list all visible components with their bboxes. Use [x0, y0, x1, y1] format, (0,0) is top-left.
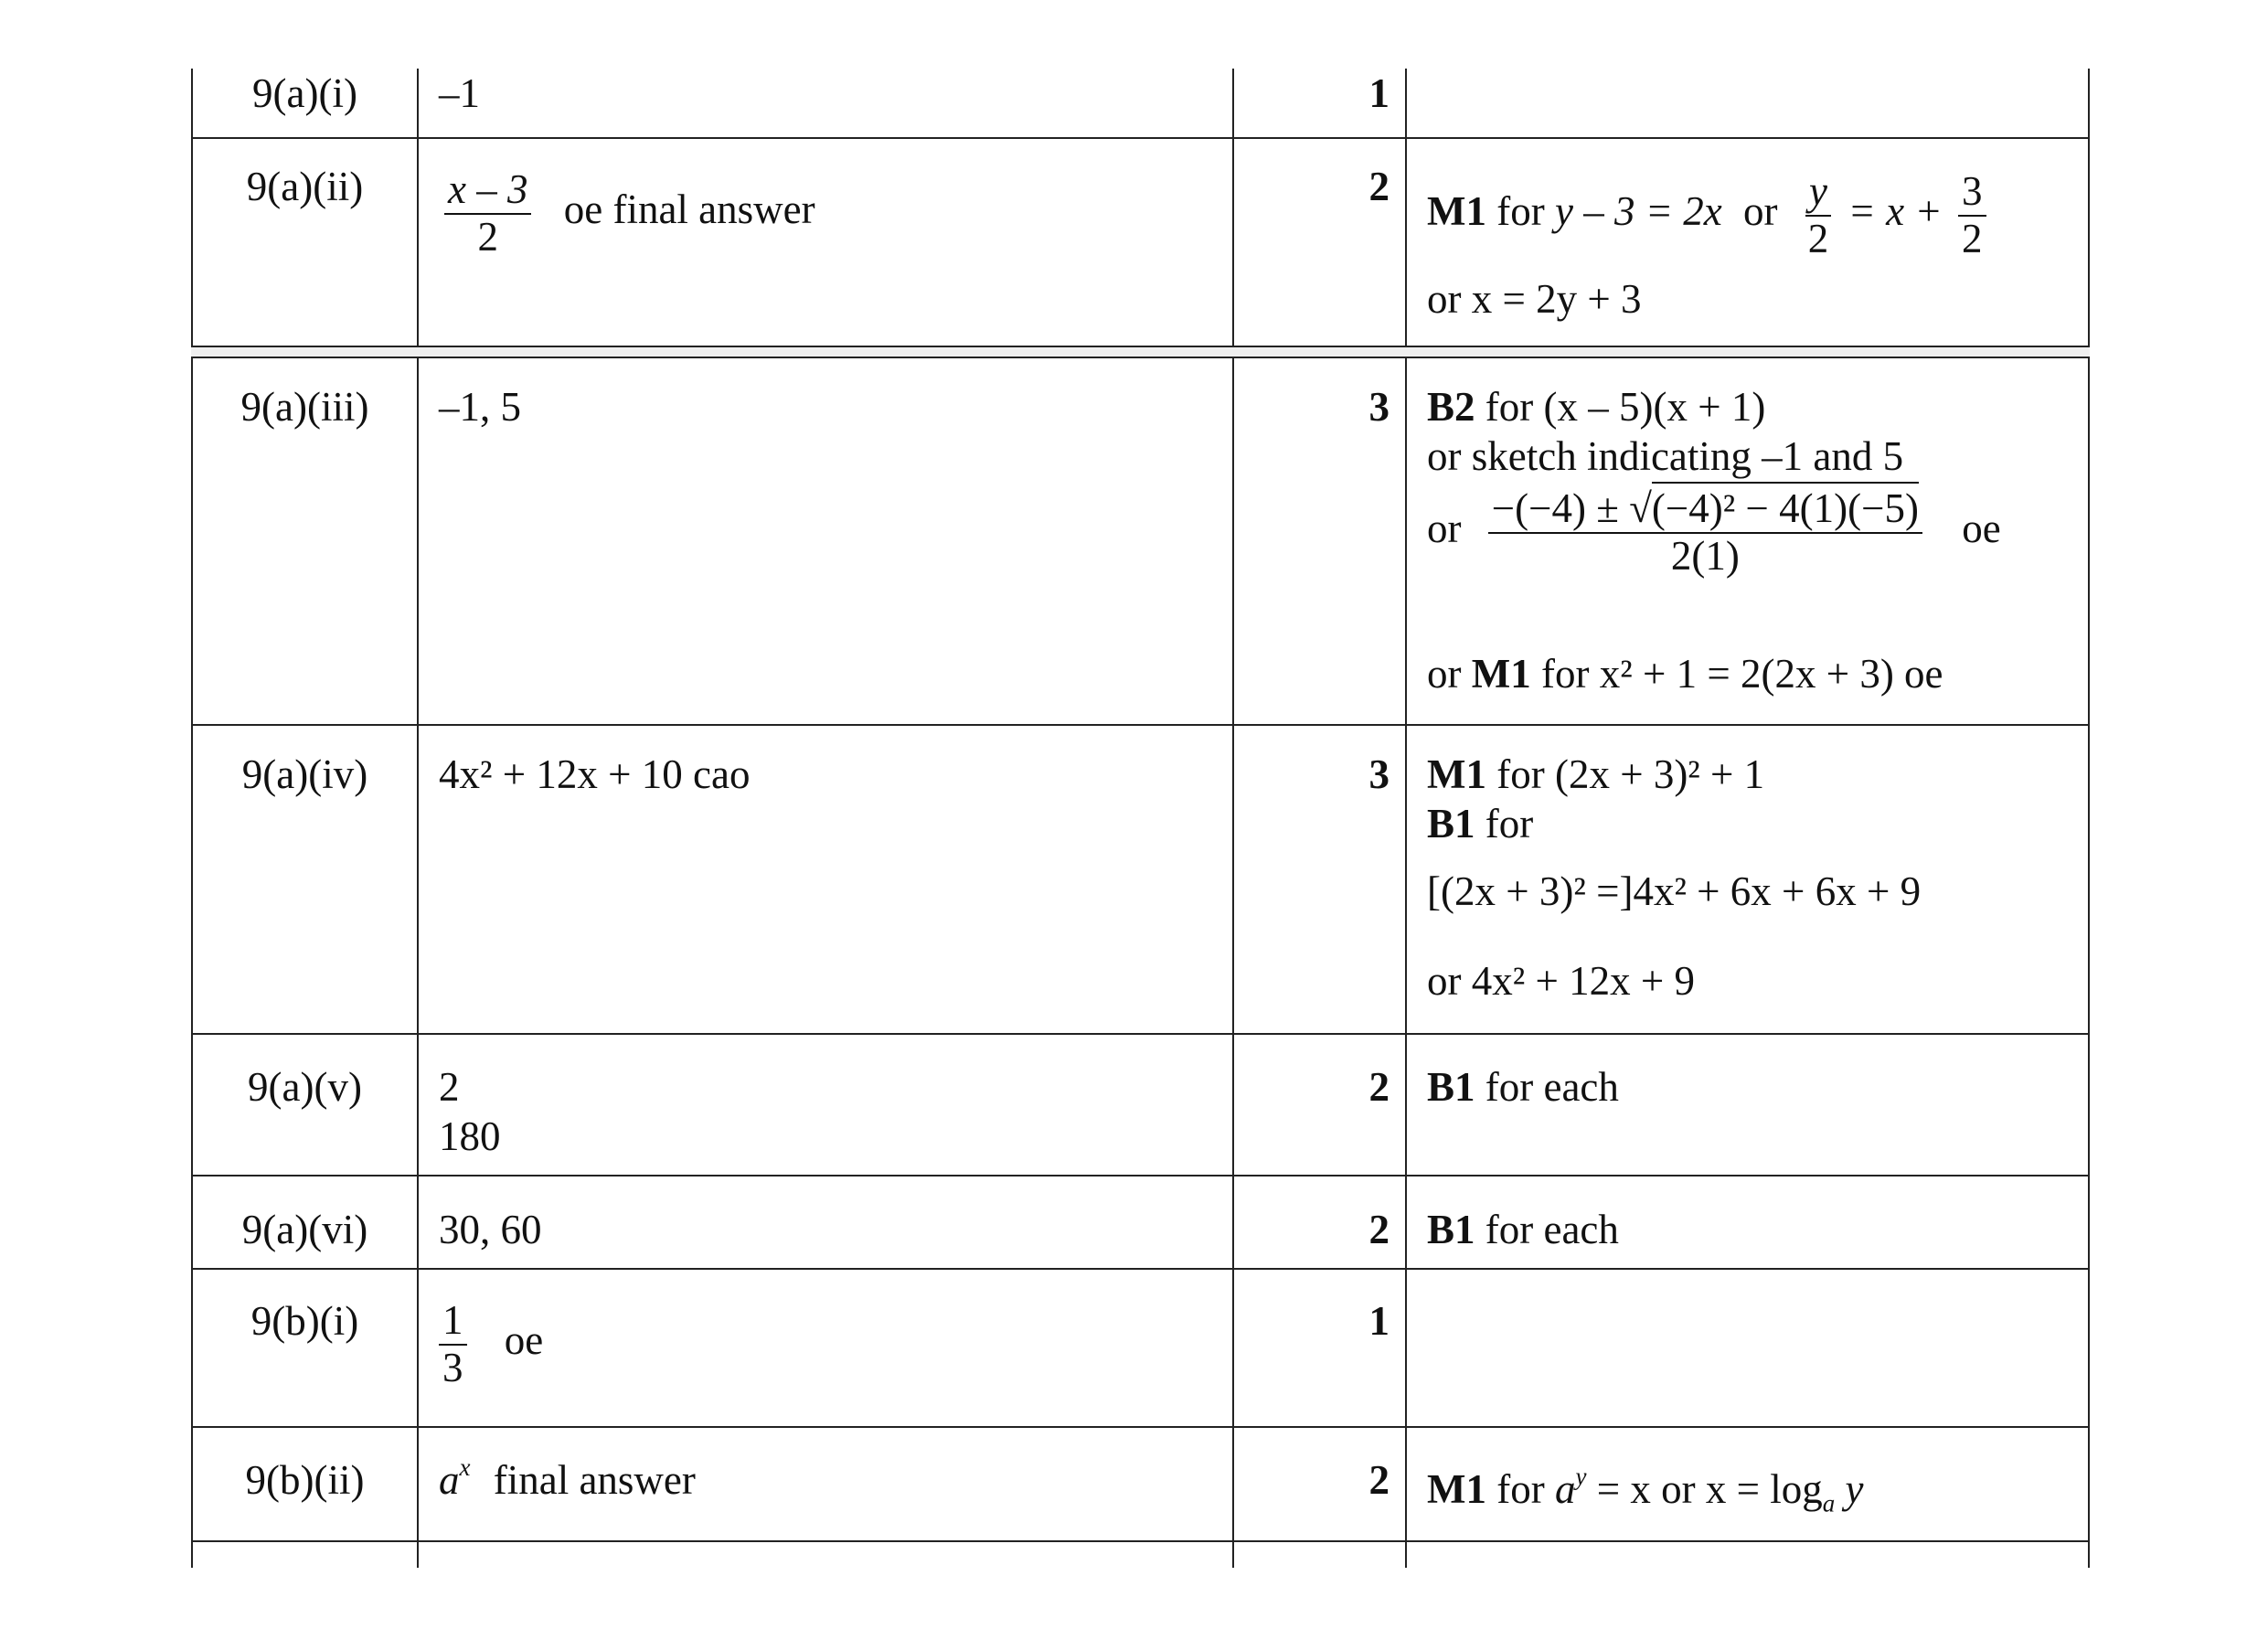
guidance-exponent: y — [1575, 1462, 1587, 1490]
answer-text: 30, 60 — [439, 1207, 542, 1252]
guidance-text: or — [1743, 187, 1778, 234]
table-border-right — [2088, 69, 2090, 1568]
answer-text: 2 — [439, 1064, 460, 1110]
guidance-line — [1427, 382, 1765, 431]
guidance-line: or x = 2y + 3 — [1427, 276, 1642, 322]
row-divider — [191, 724, 2090, 726]
answer-suffix: final answer — [493, 1457, 696, 1503]
guidance-line — [1427, 1462, 1864, 1517]
answer-text: 180 — [439, 1113, 501, 1159]
mark-code: B1 — [1427, 1064, 1475, 1110]
guidance-text: for (2x + 3)² + 1 — [1496, 751, 1765, 797]
question-part: 9(a)(vi) — [241, 1207, 368, 1252]
guidance-text: for each — [1485, 1207, 1619, 1252]
guidance-line — [1427, 1205, 1619, 1254]
answer-fraction-cell — [439, 167, 815, 260]
question-part: 9(a)(iv) — [241, 751, 368, 797]
page-break-band — [191, 346, 2090, 358]
mark-code: M1 — [1427, 751, 1486, 797]
mark-code: B1 — [1427, 1207, 1475, 1252]
mark-code: B2 — [1427, 384, 1475, 430]
guidance-text: for — [1496, 1466, 1545, 1512]
mark-value: 2 — [1368, 1064, 1390, 1110]
answer-fraction — [439, 1298, 467, 1390]
guidance-line — [1427, 169, 1992, 261]
fraction-numerator: 1 — [439, 1298, 467, 1346]
guidance-equation: = x + — [1847, 187, 1943, 234]
question-part: 9(b)(ii) — [245, 1457, 365, 1503]
answer-suffix: oe — [504, 1316, 544, 1363]
row-divider — [191, 1268, 2090, 1270]
sqrt-sign-icon: √ — [1629, 485, 1652, 531]
guidance-text: for — [1496, 187, 1545, 234]
mark-code: M1 — [1471, 651, 1531, 697]
mark-value: 1 — [1368, 70, 1390, 116]
answer-text — [439, 1455, 696, 1505]
guidance-text: for x² + 1 = 2(2x + 3) oe — [1540, 651, 1943, 697]
guidance-line — [1427, 750, 1764, 799]
mark-value: 3 — [1368, 384, 1390, 430]
log-argument: y — [1845, 1466, 1864, 1512]
guidance-text: for each — [1485, 1064, 1619, 1110]
guidance-text: for — [1485, 801, 1534, 846]
mark-value: 2 — [1368, 164, 1390, 209]
mark-value: 2 — [1368, 1457, 1390, 1503]
mark-value: 1 — [1368, 1298, 1390, 1344]
guidance-line: [(2x + 3)² =]4x² + 6x + 6x + 9 — [1427, 868, 1922, 914]
answer-exponent: x — [459, 1453, 471, 1481]
row-divider — [191, 1175, 2090, 1176]
guidance-text: oe — [1962, 505, 2001, 551]
column-divider-part — [417, 69, 419, 1568]
guidance-equation: = x or x = log — [1596, 1466, 1823, 1512]
guidance-line — [1427, 1062, 1619, 1112]
guidance-line: or 4x² + 12x + 9 — [1427, 958, 1695, 1004]
guidance-line — [1427, 649, 1943, 698]
row-divider — [191, 1426, 2090, 1428]
row-divider — [191, 1033, 2090, 1035]
answer-base: a — [439, 1457, 460, 1503]
fraction-numerator: x – 3 — [444, 167, 531, 215]
mark-code: M1 — [1427, 187, 1486, 234]
formula-prefix: −(−4) ± — [1491, 485, 1630, 531]
mark-code: M1 — [1427, 1466, 1486, 1512]
mark-value: 2 — [1368, 1207, 1390, 1252]
fraction-numerator: 3 — [1958, 169, 1986, 217]
answer-fraction-cell — [439, 1298, 543, 1390]
question-part: 9(a)(ii) — [246, 164, 364, 209]
guidance-text: for (x – 5)(x + 1) — [1485, 384, 1766, 430]
fraction-denominator: 2 — [1962, 215, 1983, 261]
fraction-denominator: 2(1) — [1670, 532, 1740, 579]
answer-text: –1 — [439, 70, 480, 116]
guidance-equation: y – 3 = 2x — [1554, 187, 1722, 234]
question-part: 9(a)(v) — [248, 1064, 362, 1110]
mark-code: B1 — [1427, 801, 1475, 846]
answer-text: 4x² + 12x + 10 cao — [439, 751, 751, 797]
answer-suffix: oe final answer — [563, 186, 815, 232]
row-divider — [191, 1540, 2090, 1542]
mark-value: 3 — [1368, 751, 1390, 797]
fraction-denominator: 2 — [477, 213, 498, 260]
column-divider-mark — [1405, 69, 1407, 1568]
fraction-denominator: 3 — [442, 1344, 463, 1390]
question-part: 9(a)(iii) — [240, 384, 369, 430]
quadratic-formula-line — [1427, 486, 2001, 579]
fraction-denominator: 2 — [1807, 215, 1829, 261]
row-divider — [191, 137, 2090, 139]
answer-text: –1, 5 — [439, 384, 521, 430]
question-part: 9(a)(i) — [252, 70, 357, 116]
guidance-line — [1427, 799, 1533, 848]
guidance-fraction — [1958, 169, 1986, 261]
answer-fraction — [444, 167, 531, 260]
question-part: 9(b)(i) — [250, 1298, 359, 1344]
sqrt-radicand: (−4)² − 4(1)(−5) — [1652, 482, 1919, 531]
fraction-numerator: y — [1805, 169, 1831, 217]
guidance-text: or — [1427, 505, 1462, 551]
fraction-numerator — [1488, 486, 1922, 534]
guidance-equation: a — [1554, 1466, 1576, 1512]
guidance-fraction — [1805, 169, 1833, 261]
guidance-text: or — [1427, 651, 1462, 697]
quadratic-formula-fraction — [1488, 486, 1922, 579]
guidance-line: or sketch indicating –1 and 5 — [1427, 433, 1904, 479]
log-base: a — [1822, 1489, 1836, 1517]
